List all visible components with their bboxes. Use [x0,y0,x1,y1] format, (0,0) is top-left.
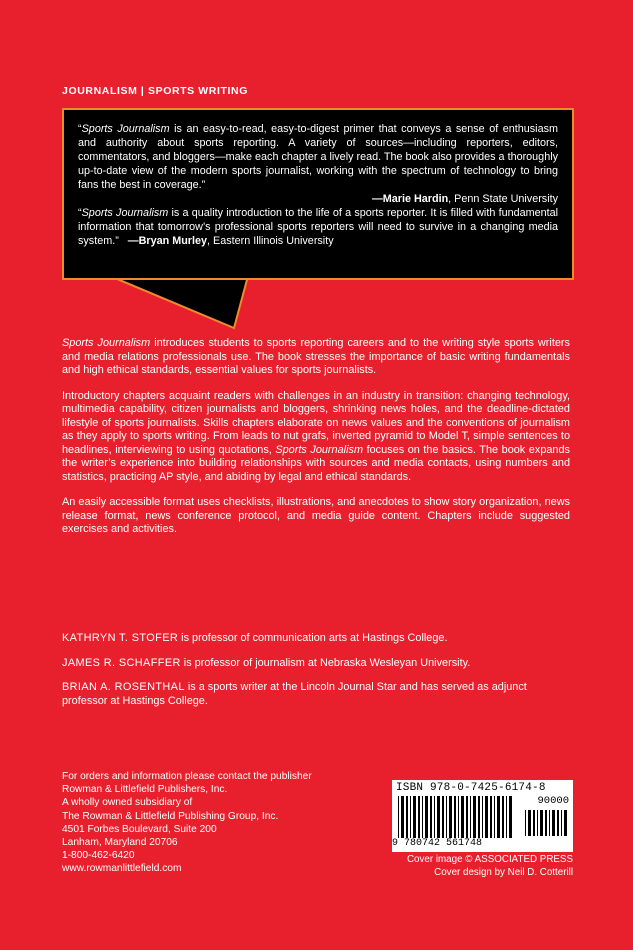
barcode-bar [540,810,543,836]
description-2-title: Sports Journalism [275,443,364,456]
barcode-bar [449,796,452,838]
barcode-bar [482,796,483,838]
barcode-bar [497,796,500,838]
barcode-bar [437,796,440,838]
description-1-text: introduces students to sports reporting careers and to the writing style sports writers and media relations professionals use. The book stresses the importance of basic writing fundamentals and high ethical standards, essential values for sports journalists. [62,337,570,376]
barcode-bar [545,810,547,836]
quote-1-title: Sports Journalism [81,123,170,135]
barcode-bar [564,810,567,836]
price-code: 90000 [537,795,569,807]
barcode-bar [478,796,480,838]
author-1-bio: is professor of communication arts at Hastings College. [178,632,448,644]
barcode-bar [533,810,535,836]
barcode-bar [454,796,456,838]
barcode-bar [525,810,526,836]
category-label: JOURNALISM | SPORTS WRITING [62,85,248,97]
author-bio-2 [62,657,572,671]
description-2-text-b: focuses on the basics. The book expands the writer’s experience into building relationships with sources and media contacts, using numbers and statistics, practicing AP style, and abiding by legal and ethical standards. [62,443,570,483]
bubble-tail [110,276,250,336]
cover-credits [407,853,573,879]
barcode-bar [401,796,404,838]
contact-website: www.rowmanlittlefield.com [62,863,182,875]
author-bio-1 [62,632,572,646]
author-3-bio: is a sports writer at the Lincoln Journal Star and has served as adjunct professor at Hastings College. [62,681,527,707]
barcode-bar [406,796,408,838]
barcode-bar [549,810,550,836]
barcode-bar [398,796,399,838]
book-description [62,337,570,549]
barcode-bar [552,810,555,836]
barcode-bar [494,796,495,838]
barcode-bar [430,796,432,838]
quote-2: “Sports Journalism is a quality introduction to the life of a sports reporter. It is filled with fundamental information that tomorrow’s professional sports reporters will need to survive in a changing media system.” —Bryan Murley, Eastern Illinois University [78,207,558,247]
isbn-barcode [392,780,573,852]
quote-2-author: —Bryan Murley [127,235,207,247]
barcode-bar [528,810,531,836]
barcode-bar [418,796,420,838]
contact-phone: 1-800-462-6420 [62,850,135,862]
barcode-bar [466,796,468,838]
barcode-bar [509,796,512,838]
barcode-digits: 9 780742 561748 [392,838,483,849]
barcode-bars [396,796,516,840]
barcode-bar [485,796,488,838]
description-paragraph-2 [62,390,570,485]
quote-1-author: —Marie Hardin [371,193,449,205]
barcode-bar [458,796,459,838]
barcode-bar [502,796,504,838]
barcode-bar [434,796,435,838]
contact-line: For orders and information please contact the publisher [62,771,312,782]
description-paragraph-3: An easily accessible format uses checklists, illustrations, and anecdotes to show story organization, news release format, news conference protocol, and media guide content. Chapters include suggested exercises and activities. [62,496,570,535]
author-2-bio: is professor of journalism at Nebraska Wesleyan University. [180,656,471,669]
barcode-bar [473,796,476,838]
contact-line: 4501 Forbes Boulevard, Suite 200 [62,823,217,835]
description-1-title: Sports Journalism [62,337,151,349]
quote-1: “Sports Journalism is an easy-to-read, easy-to-digest primer that conveys a sense of enthusiasm and authority about sports reporting. A variety of sources—including reporters, editors, commentators, and bloggers—make each chapter a lively read. The book also provides a thoroughly up-to-date view of the modern sports journalist, working with the spectrum of technology to bring fans the best in coverage.” [78,123,558,191]
quote-1-text: is an easy-to-read, easy-to-digest primer that conveys a sense of enthusiasm and authority about sports reporting. A variety of sources—including reporters, editors, commentators, and bloggers—make each chapter a lively read. The book also provides a thoroughly up-to-date view of the modern sports journalist, working with the spectrum of technology to bring fans the best in coverage.” [78,123,558,191]
author-bios [62,632,572,719]
barcode-bar [461,796,464,838]
contact-line: Lanham, Maryland 20706 [62,837,178,849]
quote-1-attribution [78,192,558,206]
quote-2-title: Sports Journalism [81,207,169,219]
contact-line: A wholly owned subsidiary of [62,797,193,809]
barcode-bar [490,796,492,838]
cover-design-credit: Cover design by Neil D. Cotterill [434,867,573,878]
barcode-bar [422,796,423,838]
publisher-contact [62,770,382,876]
quote-2-text: is a quality introduction to the life of a sports reporter. It is filled with fundamental information that tomorrow’s professional sports reporters will need to survive in a changing media system.” [78,207,558,247]
contact-line: Rowman & Littlefield Publishers, Inc. [62,784,228,796]
barcode-bar [557,810,559,836]
cover-image-credit: Cover image © ASSOCIATED PRESS [406,854,573,865]
quote-bubble [62,108,574,330]
contact-line: The Rowman & Littlefield Publishing Group, Inc. [62,810,279,822]
barcode-bar [425,796,428,838]
author-3-name: BRIAN A. ROSENTHAL [62,681,185,693]
author-2-name: JAMES R. SCHAFFER [62,656,181,669]
isbn-number: ISBN 978-0-7425-6174-8 [396,782,546,794]
quote-box [62,108,574,280]
barcode-bar [413,796,416,838]
barcode-bar [561,810,562,836]
quote-2-affiliation: , Eastern Illinois University [207,235,334,247]
quote-1-affiliation: , Penn State University [448,193,558,205]
author-bio-3 [62,681,572,708]
description-2-text-a: Introductory chapters acquaint readers with challenges in an industry in transition: changing technology, multimedia capability, citizen journalists and bloggers, shrinking news holes, and the deadline-dictated lifestyle of sports journalists. Skills chapters elaborate on news values and the conventions of journalism as they apply to sports writing. From leads to nut grafs, inverted pyramid to Model T, simple sentences to headlines, interviewing to using quotations, [62,389,570,456]
barcode-bar [537,810,538,836]
barcode-bar [410,796,411,838]
barcode-bar [442,796,444,838]
barcode-bar [506,796,507,838]
barcode-bar [470,796,471,838]
price-barcode-bars [523,810,569,844]
author-1-name: KATHRYN T. STOFER [62,632,179,644]
barcode-bar [446,796,447,838]
description-paragraph-1 [62,337,570,378]
